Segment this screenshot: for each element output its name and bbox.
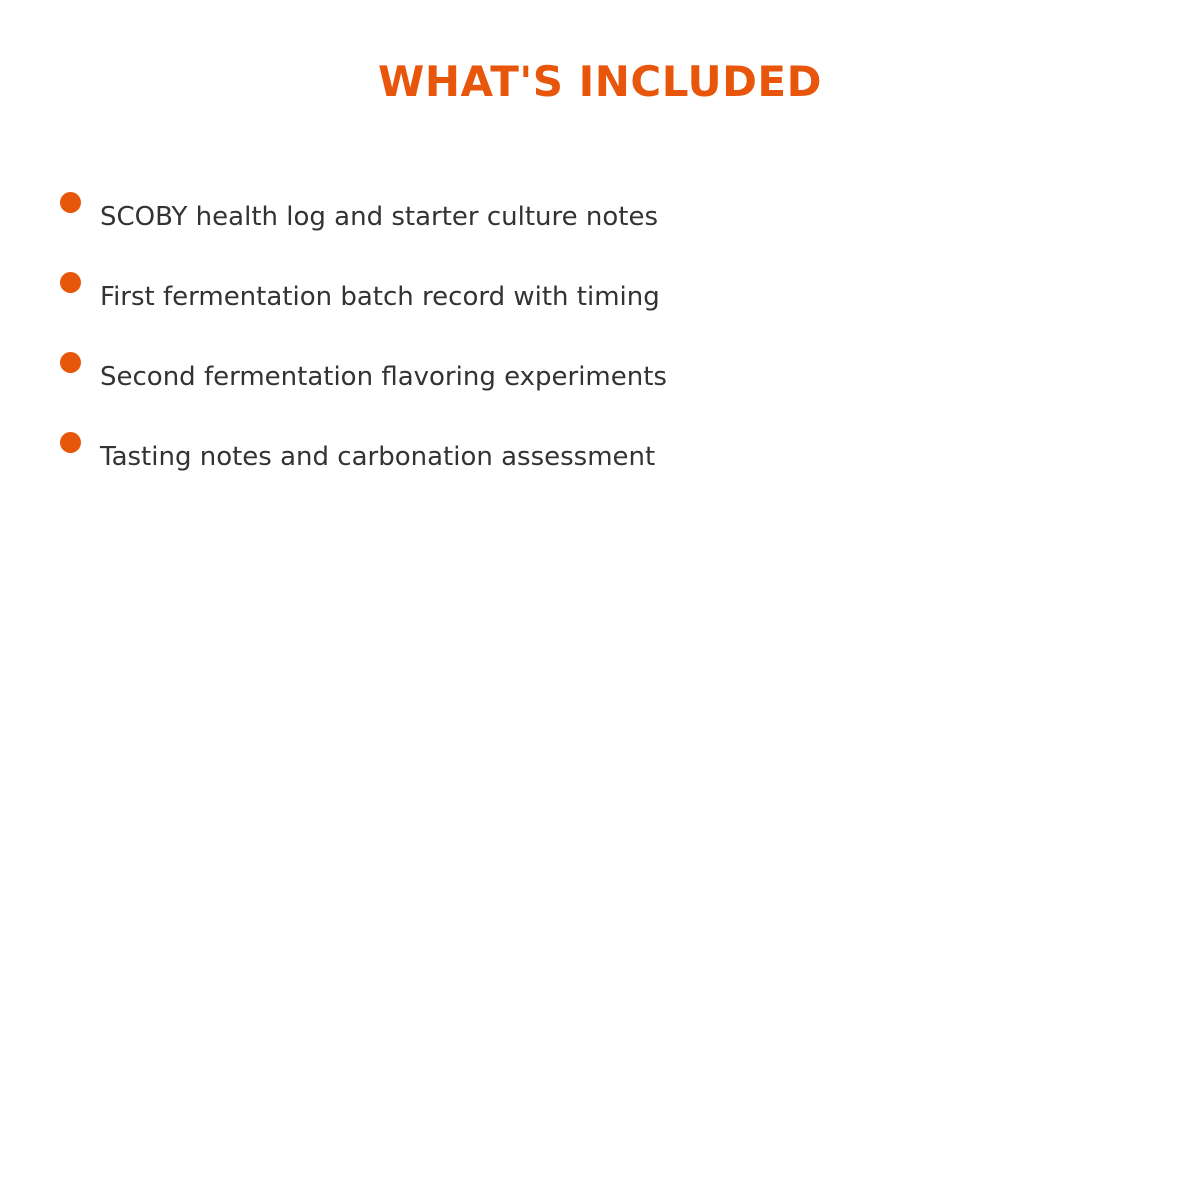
- bullet-dot-icon: [60, 192, 81, 213]
- section-heading: WHAT'S INCLUDED: [378, 57, 822, 106]
- feature-text: Tasting notes and carbonation assessment: [100, 442, 656, 472]
- feature-text: First fermentation batch record with timing: [100, 282, 660, 312]
- bullet-dot-icon: [60, 272, 81, 293]
- feature-text: SCOBY health log and starter culture notes: [100, 202, 659, 232]
- feature-text: Second fermentation flavoring experiments: [100, 362, 667, 392]
- bullet-dot-icon: [60, 432, 81, 453]
- bullet-dot-icon: [60, 352, 81, 373]
